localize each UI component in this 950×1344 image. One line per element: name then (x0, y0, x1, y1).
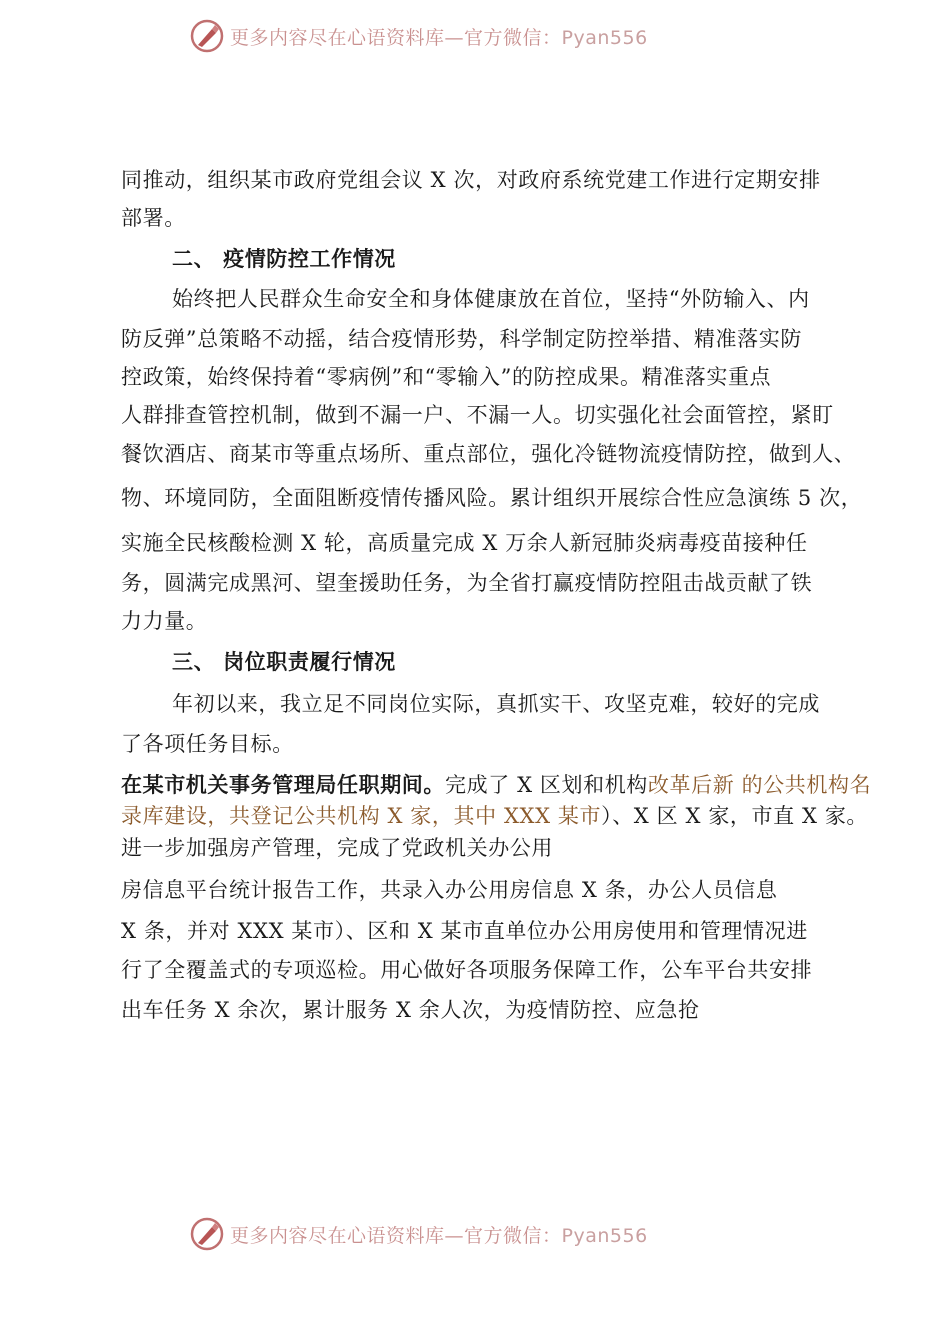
paragraph-line: 行了全覆盖式的专项巡检。用心做好各项服务保障工作，公车平台共安排 (121, 958, 813, 982)
watermark-footer (190, 1214, 648, 1254)
pen-logo-icon (190, 1217, 224, 1251)
paragraph-line: 在某市机关事务管理局任职期间。完成了 X 区划和机构改革后新 的公共机构名 (121, 772, 872, 797)
bold-lead: 在某市机关事务管理局任职期间。 (121, 772, 445, 797)
paragraph-line: 务，圆满完成黑河、望奎援助任务，为全省打赢疫情防控阻击战贡献了铁 (121, 571, 813, 595)
paragraph-line: 餐饮酒店、商某市等重点场所、重点部位，强化冷链物流疫情防控，做到人、 (121, 442, 856, 466)
paragraph-line: 人群排查管控机制，做到不漏一户、不漏一人。切实强化社会面管控，紧盯 (121, 403, 834, 427)
paragraph-line: 出车任务 X 余次，累计服务 X 余人次，为疫情防控、应急抢 (121, 998, 700, 1022)
paragraph-line: 进一步加强房产管理，完成了党政机关办公用 (121, 836, 553, 860)
paragraph-line: 年初以来，我立足不同岗位实际，真抓实干、攻坚克难，较好的完成 (172, 692, 820, 716)
paragraph-line: 控政策，始终保持着“零病例”和“零输入”的防控成果。精准落实重点 (121, 365, 772, 389)
paragraph-line: 部署。 (121, 206, 186, 230)
paragraph-line: 房信息平台统计报告工作，共录入办公用房信息 X 条，办公人员信息 (121, 878, 778, 902)
section-heading-epidemic: 二、 疫情防控工作情况 (172, 246, 396, 271)
paragraph-line: X 条，并对 XXX 某市）、区和 X 某市直单位办公用房使用和管理情况进 (121, 919, 808, 943)
pen-logo-icon (190, 19, 224, 53)
paragraph-line: 录库建设，共登记公共机构 X 家，其中 XXX 某市）、X 区 X 家，市直 X 家。 (121, 804, 869, 828)
section-heading-duties: 三、 岗位职责履行情况 (172, 649, 396, 674)
paragraph-line: 物、环境同防，全面阻断疫情传播风险。累计组织开展综合性应急演练 5 次， (121, 486, 863, 510)
paragraph-line: 同推动，组织某市政府党组会议 X 次，对政府系统党建工作进行定期安排 (121, 168, 821, 192)
watermark-text: 更多内容尽在心语资料库—官方微信：Pyan556 (230, 1224, 648, 1247)
paragraph-line: 防反弹”总策略不动摇，结合疫情形势，科学制定防控举措、精准落实防 (121, 327, 802, 351)
watermark-header (190, 16, 648, 56)
paragraph-line: 实施全民核酸检测 X 轮，高质量完成 X 万余人新冠肺炎病毒疫苗接种任 (121, 531, 808, 555)
paragraph-line: 始终把人民群众生命安全和身体健康放在首位，坚持“外防输入、内 (172, 287, 810, 311)
paragraph-line: 力力量。 (121, 609, 208, 633)
watermark-text: 更多内容尽在心语资料库—官方微信：Pyan556 (230, 26, 648, 49)
paragraph-line: 了各项任务目标。 (121, 732, 294, 756)
